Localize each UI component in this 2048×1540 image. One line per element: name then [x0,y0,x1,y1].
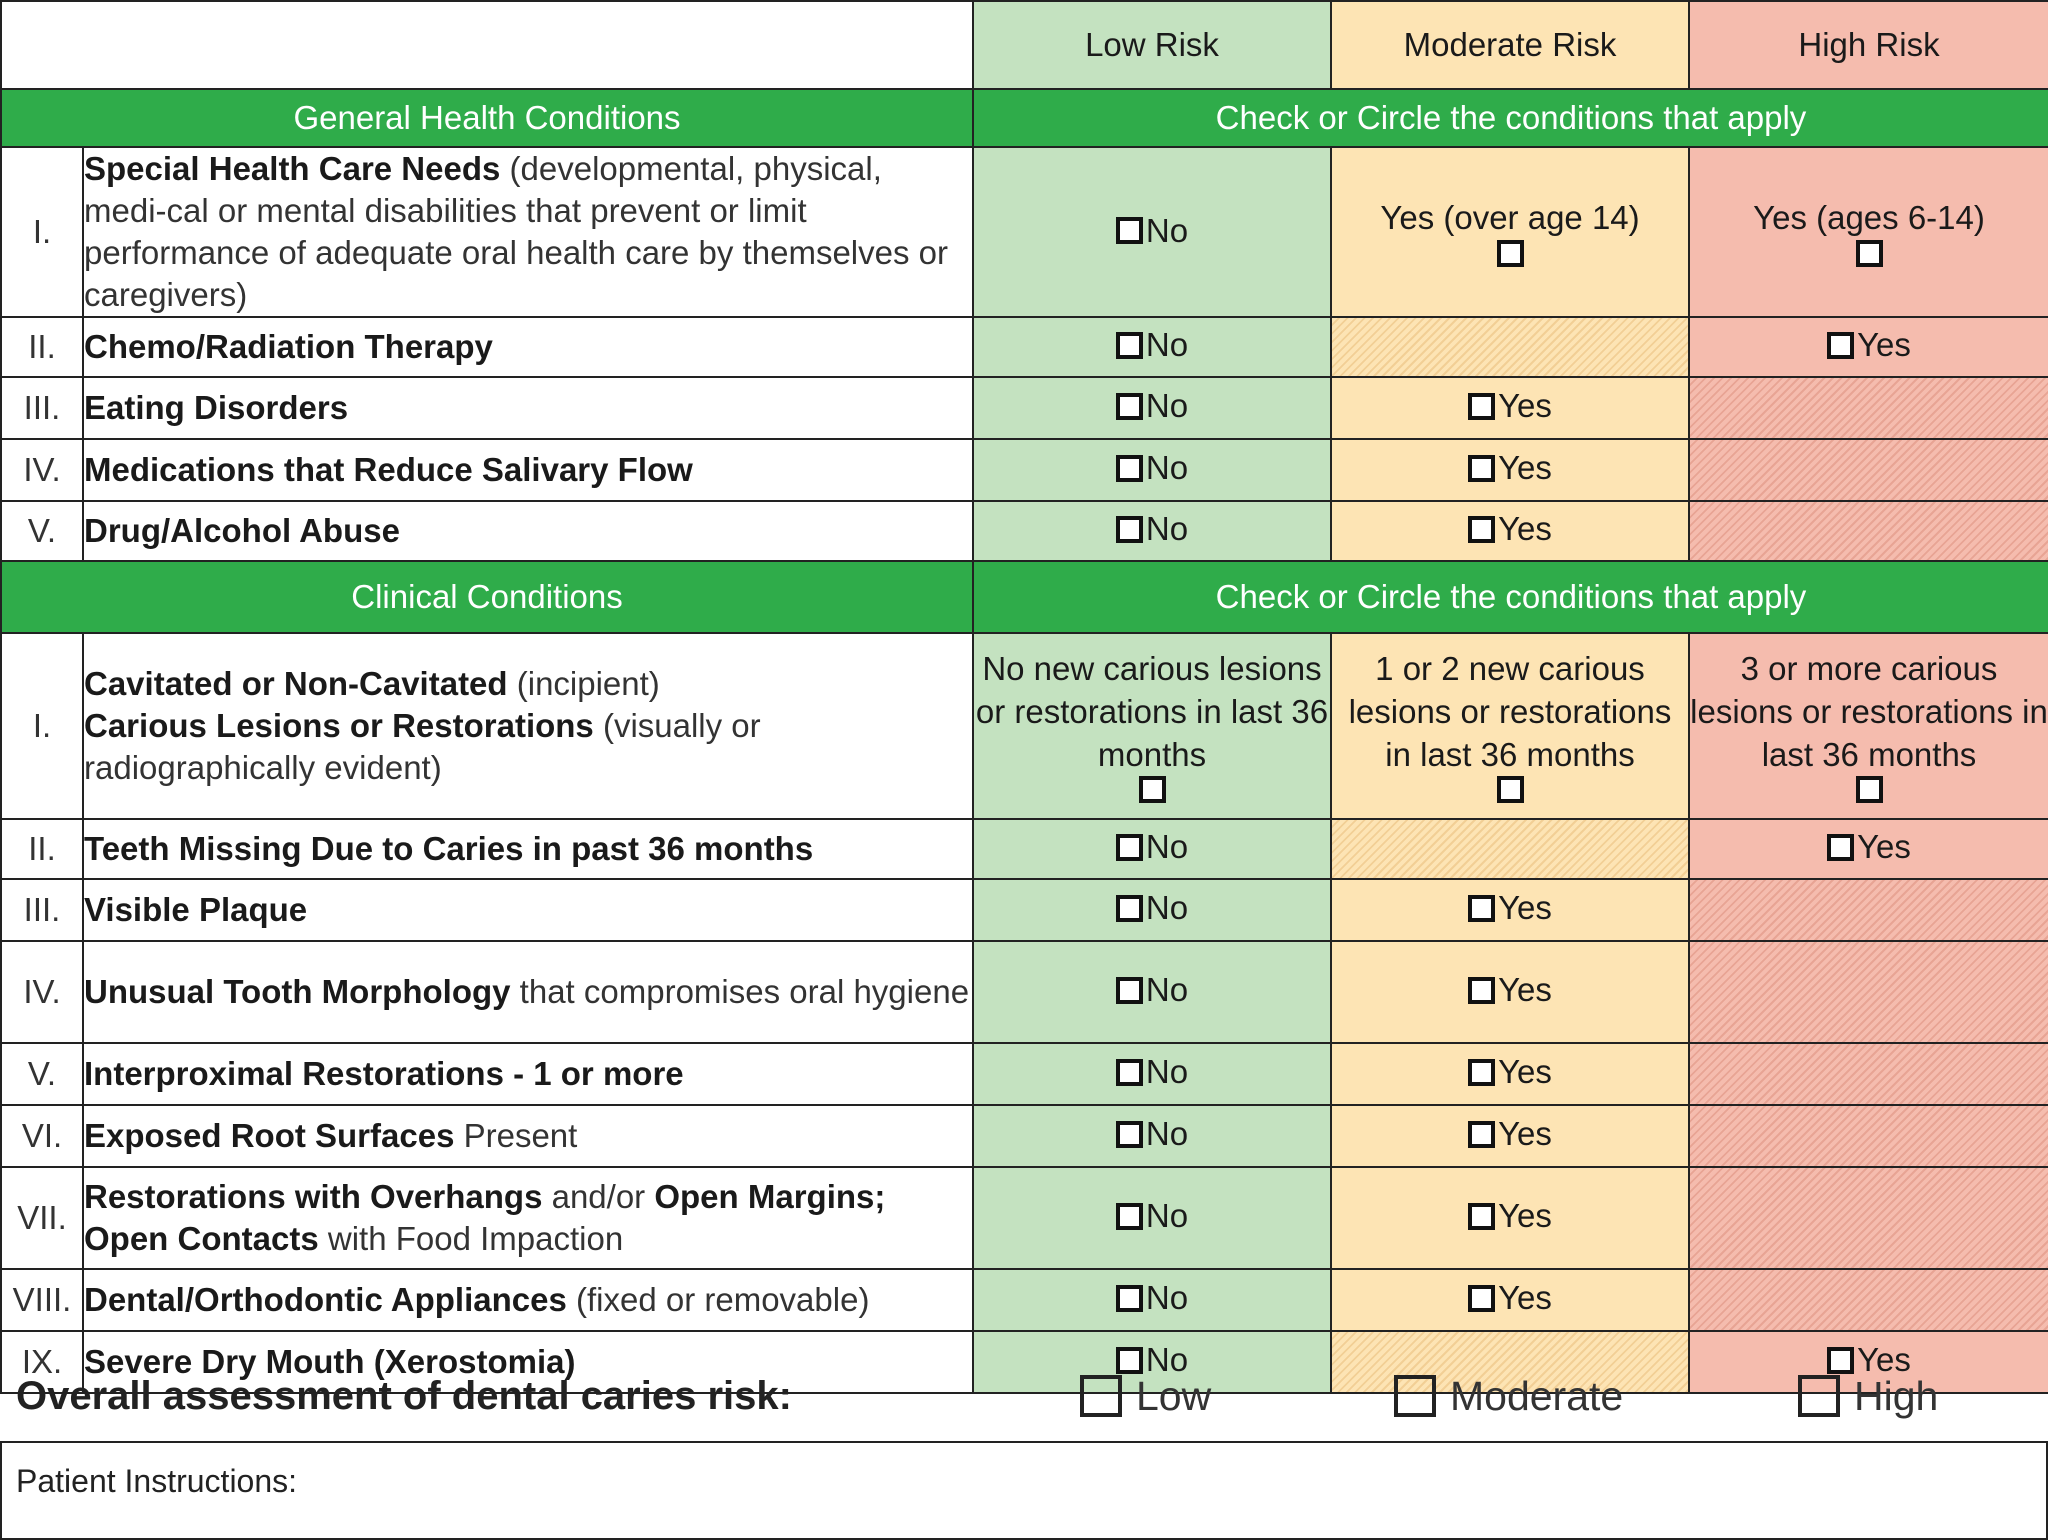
high-risk-cell [1689,317,2048,377]
row-number: IX. [1,1331,83,1393]
row-number: II. [1,317,83,377]
low-risk-cell [973,317,1331,377]
low-option[interactable] [1116,887,1188,929]
checkbox-icon[interactable] [1394,1375,1436,1417]
moderate-option[interactable] [1468,385,1552,427]
row-number: I. [1,147,83,317]
row-number: II. [1,819,83,879]
condition-detail: (fixed or removable) [566,1280,870,1318]
condition-detail: that compromises oral hygiene [510,972,970,1010]
general-section-title: General Health Conditions [1,89,973,147]
condition-description [83,879,973,941]
low-risk-cell [973,1043,1331,1105]
option-label: No [1145,211,1189,249]
moderate-risk-cell [1331,147,1689,317]
condition-name: Teeth Missing Due to Caries in past 36 months [84,829,814,867]
high-risk-cell-na [1689,377,2048,439]
low-option[interactable] [1116,1195,1188,1237]
option-label: Yes [1498,971,1552,1009]
table-row [1,439,2048,501]
low-option[interactable] [1116,826,1188,868]
moderate-risk-cell-na [1331,317,1689,377]
row-number: V. [1,1043,83,1105]
header-blank-cell [1,1,973,89]
condition-name: Unusual Tooth Morphology [84,972,511,1010]
option-label: No [1145,449,1189,487]
low-risk-cell [973,377,1331,439]
checkbox-icon[interactable] [1116,1203,1143,1230]
high-risk-cell-na [1689,501,2048,561]
option-label: 1 or 2 new carious lesions or restorations in last 36 months [1348,649,1672,773]
condition-name: Eating Disorders [84,388,349,426]
header-moderate-risk: Moderate Risk [1331,1,1689,89]
high-risk-cell-na [1689,1043,2048,1105]
checkbox-icon[interactable] [1116,1285,1143,1312]
table-row [1,1043,2048,1105]
condition-name: Dental/Orthodontic Appliances [84,1280,567,1318]
moderate-risk-cell [1331,1269,1689,1331]
table-row [1,1269,2048,1331]
moderate-risk-cell [1331,1105,1689,1167]
low-risk-cell [973,633,1331,819]
moderate-option[interactable] [1468,1277,1552,1319]
checkbox-icon[interactable] [1116,834,1143,861]
option-label: Yes [1498,510,1552,548]
table-row [1,317,2048,377]
checkbox-icon[interactable] [1116,1121,1143,1148]
condition-detail: (developmental, physical, medi-cal or mental disabilities that prevent or limit performance of adequate oral health care by themselves or caregivers) [84,150,948,313]
option-label: No [1145,971,1189,1009]
header-low-risk: Low Risk [973,1,1331,89]
checkbox-icon[interactable] [1468,1203,1495,1230]
moderate-option[interactable] [1468,1195,1552,1237]
checkbox-icon[interactable] [1468,516,1495,543]
moderate-option[interactable] [1468,508,1552,550]
low-option[interactable] [1116,1113,1188,1155]
low-risk-cell [973,941,1331,1043]
option-label: Yes [1857,828,1911,866]
moderate-option[interactable] [1468,447,1552,489]
checkbox-icon[interactable] [1116,332,1143,359]
low-option[interactable] [1116,1051,1188,1093]
high-option[interactable] [1827,324,1911,366]
checkbox-icon[interactable] [1116,1059,1143,1086]
option-label: No [1145,1197,1189,1235]
low-risk-cell [973,879,1331,941]
moderate-risk-cell [1331,377,1689,439]
condition-name: Cavitated or Non-Cavitated [84,664,508,702]
checkbox-icon[interactable] [1856,240,1883,267]
moderate-risk-cell [1331,1043,1689,1105]
checkbox-icon[interactable] [1827,332,1854,359]
high-risk-cell [1689,147,2048,317]
checkbox-icon[interactable] [1497,776,1524,803]
option-label: No [1145,1053,1189,1091]
clinical-section-header [1,561,2048,633]
condition-description [83,377,973,439]
clinical-section-instruction: Check or Circle the conditions that apply [973,561,2048,633]
condition-detail: Present [454,1116,578,1154]
condition-description [83,501,973,561]
option-label: Yes [1498,1279,1552,1317]
table-row [1,941,2048,1043]
option-label: Yes [1498,387,1552,425]
row-number: IV. [1,439,83,501]
condition-detail: and/or [542,1177,655,1215]
option-label: No [1145,510,1189,548]
checkbox-icon[interactable] [1116,217,1143,244]
overall-high-option[interactable] [1798,1373,1938,1420]
condition-name: Medications that Reduce Salivary Flow [84,450,693,488]
option-label: Yes [1857,326,1911,364]
moderate-option[interactable] [1468,969,1552,1011]
checkbox-icon[interactable] [1468,455,1495,482]
checkbox-icon[interactable] [1798,1375,1840,1417]
low-option[interactable] [1116,447,1188,489]
high-risk-cell-na [1689,1269,2048,1331]
row-number: IV. [1,941,83,1043]
option-label: Yes [1498,1115,1552,1153]
checkbox-icon[interactable] [1827,834,1854,861]
checkbox-icon[interactable] [1080,1375,1122,1417]
option-label: Moderate [1450,1372,1624,1419]
option-label: No [1145,1279,1189,1317]
condition-name: Open Margins; Open Contacts [84,1177,886,1257]
row-number: I. [1,633,83,819]
condition-description [83,439,973,501]
condition-description [83,941,973,1043]
low-risk-cell [973,1105,1331,1167]
checkbox-icon[interactable] [1116,393,1143,420]
condition-description [83,317,973,377]
patient-instructions-label: Patient Instructions: [16,1463,298,1499]
condition-description [83,1105,973,1167]
option-label: 3 or more carious lesions or restorations in last 36 months [1690,649,2048,773]
checkbox-icon[interactable] [1116,516,1143,543]
moderate-option[interactable] [1468,1051,1552,1093]
option-label: High [1854,1372,1939,1419]
row-number: VII. [1,1167,83,1269]
condition-name: Restorations with Overhangs [84,1177,543,1215]
checkbox-icon[interactable] [1497,240,1524,267]
moderate-risk-cell [1331,439,1689,501]
moderate-risk-cell-na [1331,819,1689,879]
checkbox-icon[interactable] [1116,977,1143,1004]
header-high-risk: High Risk [1689,1,2048,89]
option-label: Yes [1498,889,1552,927]
condition-description [83,147,973,317]
condition-detail: (visually or radiographically evident) [84,706,761,786]
option-label: No [1145,1115,1189,1153]
option-label: Yes [1498,1053,1552,1091]
condition-name: Exposed Root Surfaces [84,1116,455,1154]
low-risk-cell [973,439,1331,501]
low-risk-cell [973,1167,1331,1269]
table-row [1,147,2048,317]
option-label: No new carious lesions or restorations in last 36 months [975,649,1329,773]
option-label: No [1145,326,1189,364]
row-number: V. [1,501,83,561]
table-row [1,377,2048,439]
table-row [1,501,2048,561]
option-label: Yes [1498,1197,1552,1235]
table-row [1,819,2048,879]
overall-assessment [0,1350,2048,1442]
row-number: III. [1,879,83,941]
option-label: Yes (ages 6-14) [1753,198,1985,236]
moderate-risk-cell [1331,1167,1689,1269]
checkbox-icon[interactable] [1468,1121,1495,1148]
high-option[interactable] [1827,826,1911,868]
table-row [1,879,2048,941]
low-risk-cell [973,1269,1331,1331]
condition-name: Drug/Alcohol Abuse [84,511,400,549]
condition-name: Interproximal Restorations - 1 or more [84,1054,684,1092]
low-option[interactable] [1116,969,1188,1011]
condition-detail: (incipient) [507,664,660,702]
risk-level-header-row [1,1,2048,89]
option-label: No [1145,1341,1189,1379]
moderate-risk-cell [1331,501,1689,561]
option-label: Low [1136,1372,1212,1419]
low-option[interactable] [1116,385,1188,427]
checkbox-icon[interactable] [1116,895,1143,922]
condition-name: Visible Plaque [84,890,308,928]
table-row [1,1167,2048,1269]
option-label: No [1145,828,1189,866]
low-option[interactable] [1116,324,1188,366]
general-section-header [1,89,2048,147]
low-option[interactable] [1116,210,1188,252]
moderate-risk-cell [1331,941,1689,1043]
condition-description [83,1269,973,1331]
condition-description [83,819,973,879]
low-option[interactable] [1116,508,1188,550]
clinical-section-title: Clinical Conditions [1,561,973,633]
row-number: VI. [1,1105,83,1167]
condition-detail: with Food Impaction [318,1219,624,1257]
patient-instructions-field[interactable] [0,1441,2048,1540]
high-risk-cell-na [1689,1105,2048,1167]
condition-name: Severe Dry Mouth (Xerostomia) [84,1342,576,1380]
option-label: Yes [1857,1341,1911,1379]
high-risk-cell [1689,819,2048,879]
low-option[interactable] [1116,1277,1188,1319]
table-row [1,1105,2048,1167]
high-risk-cell-na [1689,879,2048,941]
condition-name: Carious Lesions or Restorations [84,706,594,744]
condition-name: Special Health Care Needs [84,150,501,187]
moderate-risk-cell [1331,879,1689,941]
low-risk-cell [973,501,1331,561]
moderate-option[interactable] [1468,1113,1552,1155]
general-section-instruction: Check or Circle the conditions that apply [973,89,2048,147]
high-risk-cell-na [1689,439,2048,501]
overall-low-option[interactable] [1080,1373,1211,1420]
moderate-option[interactable] [1468,887,1552,929]
option-label: No [1145,889,1189,927]
condition-description [83,1043,973,1105]
condition-name: Chemo/Radiation Therapy [84,327,493,365]
checkbox-icon[interactable] [1139,776,1166,803]
option-label: Yes [1498,449,1552,487]
moderate-risk-cell [1331,633,1689,819]
checkbox-icon[interactable] [1468,1059,1495,1086]
row-number: VIII. [1,1269,83,1331]
option-label: Yes (over age 14) [1380,198,1640,236]
overall-moderate-option[interactable] [1394,1373,1623,1420]
condition-description [83,1167,973,1269]
checkbox-icon[interactable] [1468,393,1495,420]
checkbox-icon[interactable] [1468,1285,1495,1312]
low-risk-cell [973,819,1331,879]
low-risk-cell [973,147,1331,317]
checkbox-icon[interactable] [1468,895,1495,922]
checkbox-icon[interactable] [1856,776,1883,803]
table-row [1,633,2048,819]
high-risk-cell [1689,633,2048,819]
checkbox-icon[interactable] [1116,455,1143,482]
high-risk-cell-na [1689,1167,2048,1269]
high-risk-cell-na [1689,941,2048,1043]
checkbox-icon[interactable] [1468,977,1495,1004]
condition-description [83,633,973,819]
option-label: No [1145,387,1189,425]
overall-assessment-label: Overall assessment of dental caries risk: [16,1373,792,1418]
row-number: III. [1,377,83,439]
